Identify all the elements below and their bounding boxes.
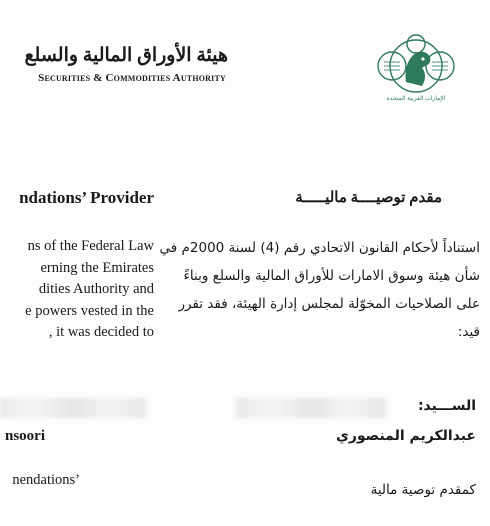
body-line-english: ns of the Federal Law [27,238,154,254]
recipient-name-arabic: عبدالكريم المنصوري [336,428,476,444]
body-line-english: dities Authority and [38,281,154,297]
body-paragraph-arabic [160,234,480,346]
body-line-arabic: على الصلاحيات المخوّلة لمجلس إدارة الهيئة، فقد تقرر [178,296,480,312]
body-line-arabic: قيد: [457,324,480,340]
body-line-english: , it was decided to [48,324,154,340]
authority-name-arabic: هيئة الأوراق المالية والسلع [24,45,228,66]
redacted-field-arabic [236,398,386,418]
emblem-caption: الإمارات العربية المتحدة [386,96,446,102]
authority-name-english: Securities & Commodities Authority [38,72,226,84]
body-line-english: e powers vested in the [25,302,154,319]
body-line-arabic: استناداً لأحكام القانون الاتحادي رقم (4) لسنة 2000م في [159,240,480,256]
redacted-field-english [0,398,146,418]
document-title-english: ndations’ Provider [19,188,154,207]
body-line-arabic: شأن هيئة وسوق الامارات للأوراق المالية والسلع وبناءً [183,268,480,284]
document-title-arabic: مقدم توصيــــة ماليـــــة [295,190,442,206]
recipient-name-english: nsoori [4,428,45,444]
capacity-arabic: كمقدم توصية مالية [370,482,476,498]
capacity-english: nendations’ [12,472,80,488]
recipient-label-arabic: الســـيد: [417,398,476,414]
body-paragraph-english [0,236,154,344]
body-line-english: erning the Emirates [40,259,154,276]
